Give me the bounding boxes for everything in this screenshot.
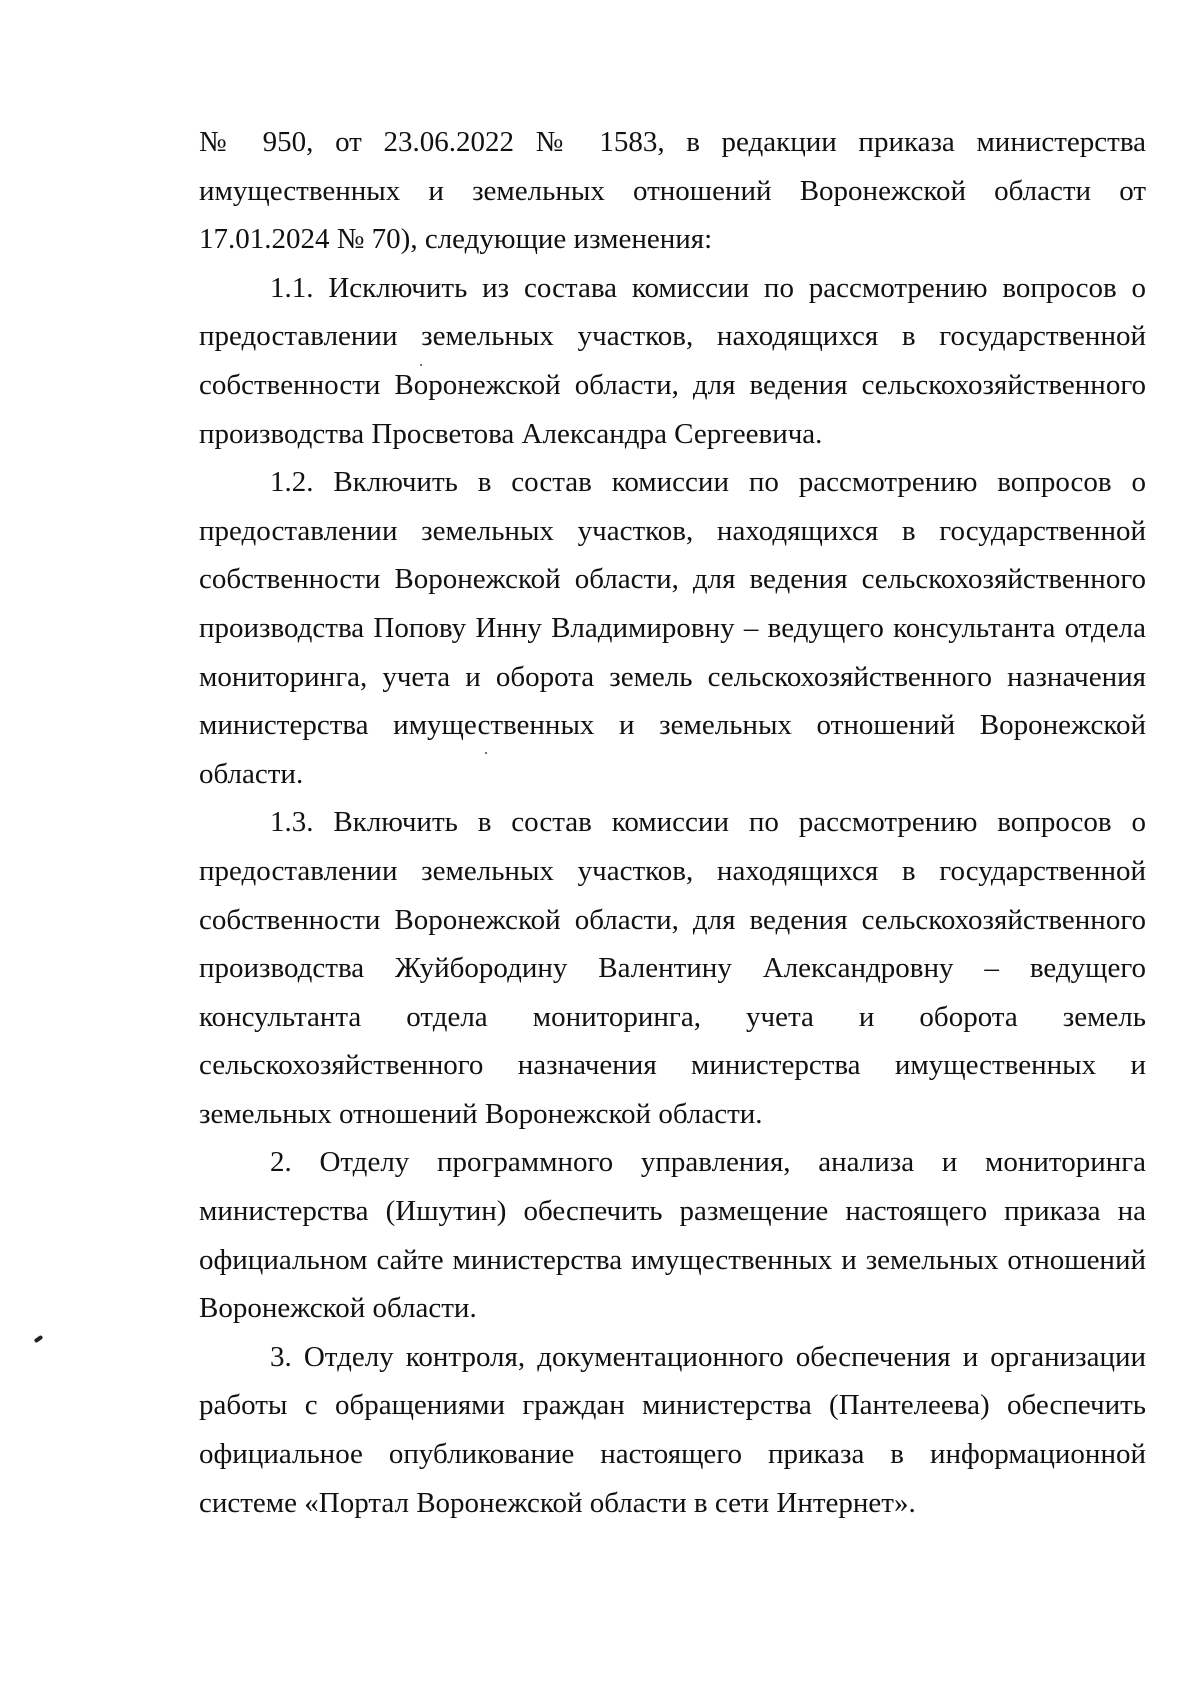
scan-artifact-dot [420, 364, 422, 366]
paragraph-item-2: 2. Отделу программного управления, анализа и мониторинга министерства (Ишутин) обеспечить размещение настоящего приказа на официальном сайте министерства имущественных и земельных отношений Воронежской области. [199, 1146, 1146, 1325]
paragraph-intro-continuation: № 950, от 23.06.2022 № 1583, в редакции приказа министерства имущественных и земельных отношений Воронежской области от 17.01.2024 № 70), следующие изменения: [199, 126, 1146, 256]
paragraph-item-1-2: 1.2. Включить в состав комиссии по рассмотрению вопросов о предоставлении земельных участков, находящихся в государственной собственности Воронежской области, для ведения сельскохозяйственного производства Попову Инну Владимировну – ведущего консультанта отдела мониторинга, учета и оборота земель сельскохозяйственного назначения министерства имущественных и земельных отношений Воронежской области. [199, 466, 1146, 790]
paragraph-item-1-1: 1.1. Исключить из состава комиссии по рассмотрению вопросов о предоставлении земельных участков, находящихся в государственной собственности Воронежской области, для ведения сельскохозяйственного производства Просветова Александра Сергеевича. [199, 271, 1146, 450]
scan-artifact-dot [485, 752, 487, 754]
paragraph-item-1-3: 1.3. Включить в состав комиссии по рассмотрению вопросов о предоставлении земельных участков, находящихся в государственной собственности Воронежской области, для ведения сельскохозяйственного производства Жуйбородину Валентину Александровну – ведущего консультанта отдела мониторинга, учета и оборота земель сельскохозяйственного назначения министерства имущественных и земельных отношений Воронежской области. [199, 806, 1146, 1130]
document-body [199, 118, 1146, 1527]
scan-artifact-mark [34, 1335, 44, 1343]
paragraph-item-3: 3. Отделу контроля, документационного обеспечения и организации работы с обращениями граждан министерства (Пантелеева) обеспечить официальное опубликование настоящего приказа в информационной системе «Портал Воронежской области в сети Интернет». [199, 1340, 1146, 1519]
